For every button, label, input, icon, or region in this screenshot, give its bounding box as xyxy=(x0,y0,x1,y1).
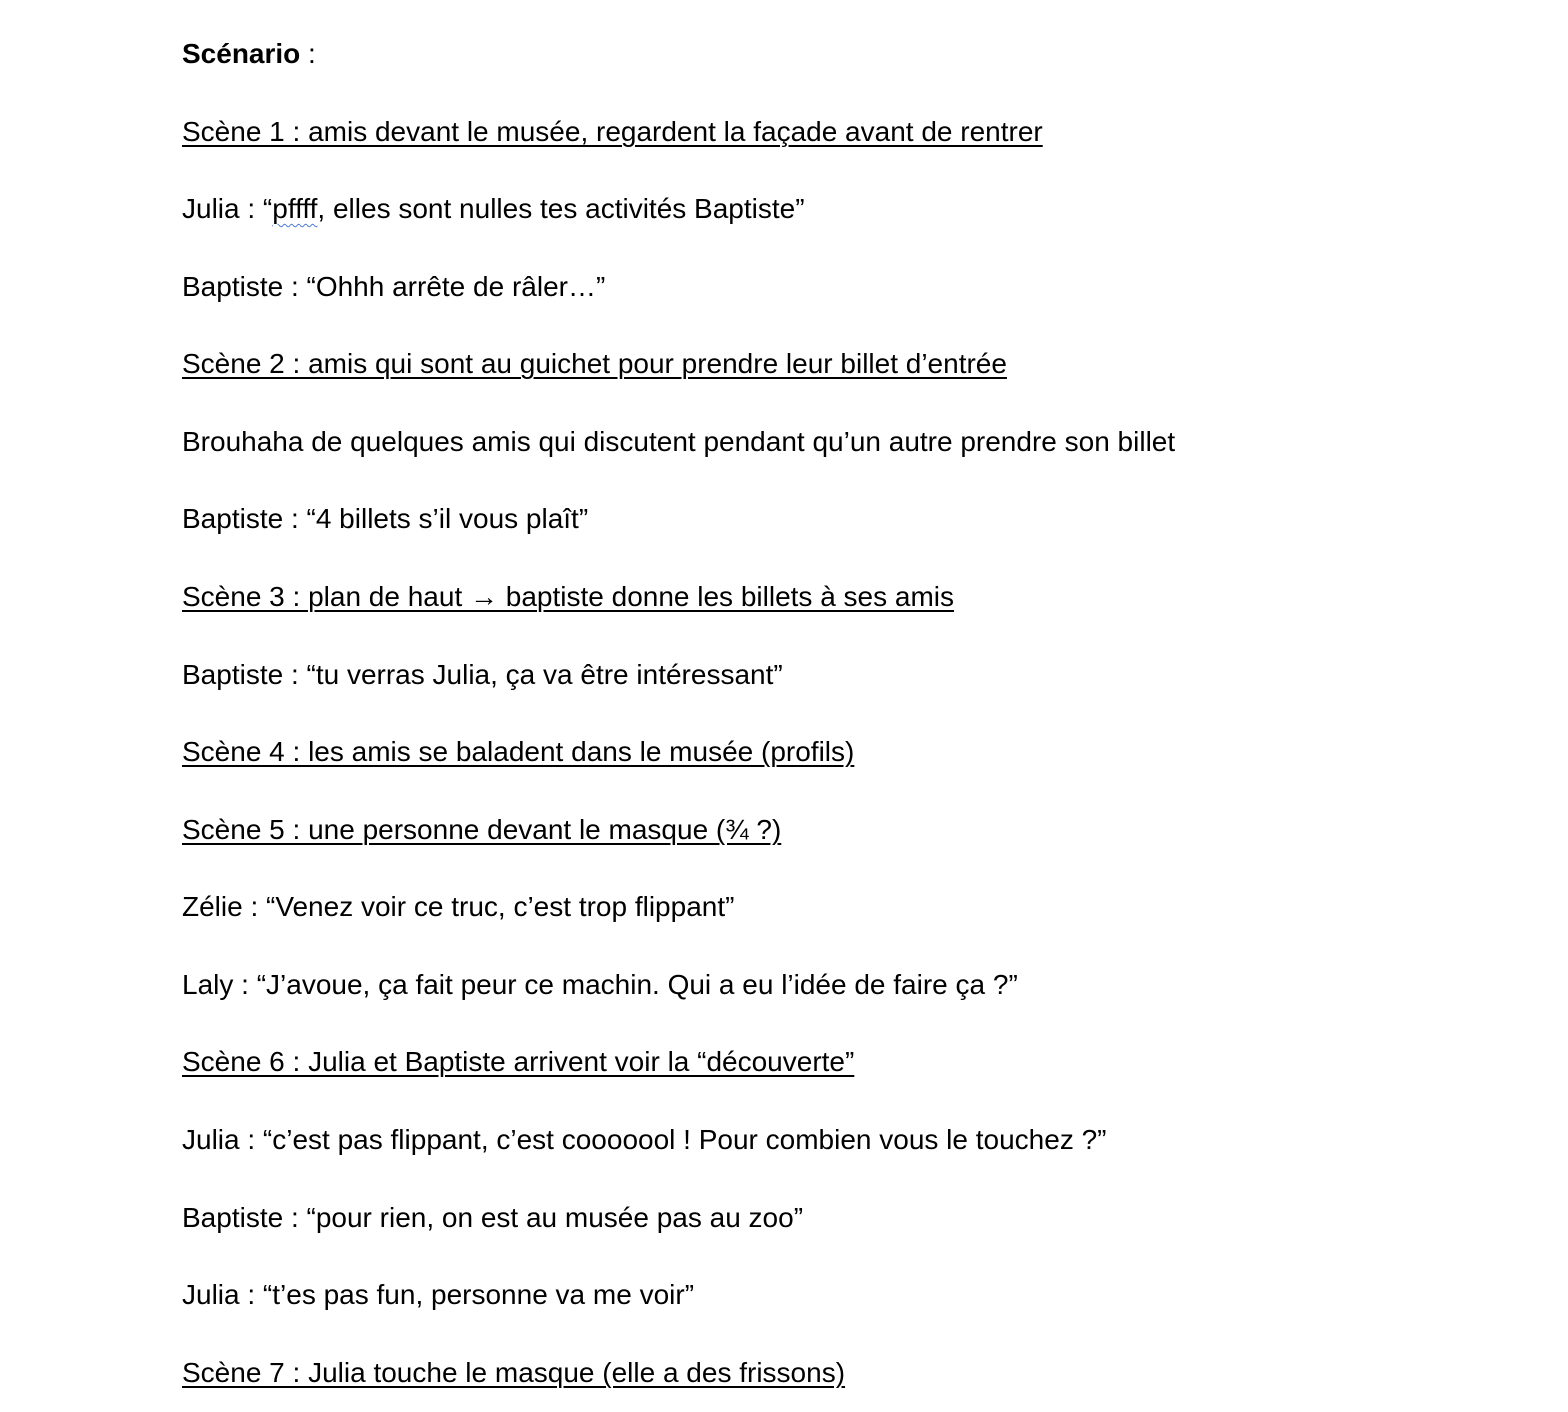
dialogue-line: Julia : “c’est pas flippant, c’est cooooool ! Pour combien vous le touchez ?” xyxy=(182,1124,1107,1155)
dialogue-line xyxy=(182,192,805,226)
title-bold-text: Scénario xyxy=(182,38,301,69)
dialogue-line: Baptiste : “tu verras Julia, ça va être intéressant” xyxy=(182,659,783,690)
scene-heading-3: Scène 3 : plan de haut → baptiste donne les billets à ses amis xyxy=(182,581,955,612)
action-line: Brouhaha de quelques amis qui discutent pendant qu’un autre prendre son billet xyxy=(182,426,1176,457)
dialogue-line: Baptiste : “4 billets s’il vous plaît” xyxy=(182,503,589,534)
scene-heading-7: Scène 7 : Julia touche le masque (elle a des frissons) xyxy=(182,1357,846,1388)
scene-heading-1: Scène 1 : amis devant le musée, regardent la façade avant de rentrer xyxy=(182,116,1043,147)
dialogue-line: Laly : “J’avoue, ça fait peur ce machin. Qui a eu l’idée de faire ça ?” xyxy=(182,969,1018,1000)
document-title xyxy=(182,37,316,71)
dialogue-prefix: Julia : “ xyxy=(182,193,273,224)
dialogue-line: Baptiste : “pour rien, on est au musée pas au zoo” xyxy=(182,1202,804,1233)
spellcheck-flagged-word[interactable]: pffff xyxy=(272,193,318,224)
dialogue-suffix: , elles sont nulles tes activités Baptiste” xyxy=(317,193,805,224)
scene-heading-6: Scène 6 : Julia et Baptiste arrivent voir la “découverte” xyxy=(182,1046,855,1077)
dialogue-line: Zélie : “Venez voir ce truc, c’est trop flippant” xyxy=(182,891,735,922)
dialogue-line: Julia : “t’es pas fun, personne va me voir” xyxy=(182,1279,695,1310)
dialogue-line: Baptiste : “Ohhh arrête de râler…” xyxy=(182,271,606,302)
scene-heading-5: Scène 5 : une personne devant le masque (¾ ?) xyxy=(182,814,782,845)
scene-heading-2: Scène 2 : amis qui sont au guichet pour prendre leur billet d’entrée xyxy=(182,348,1007,379)
scene-heading-4: Scène 4 : les amis se baladent dans le musée (profils) xyxy=(182,736,855,767)
title-suffix: : xyxy=(300,38,316,69)
